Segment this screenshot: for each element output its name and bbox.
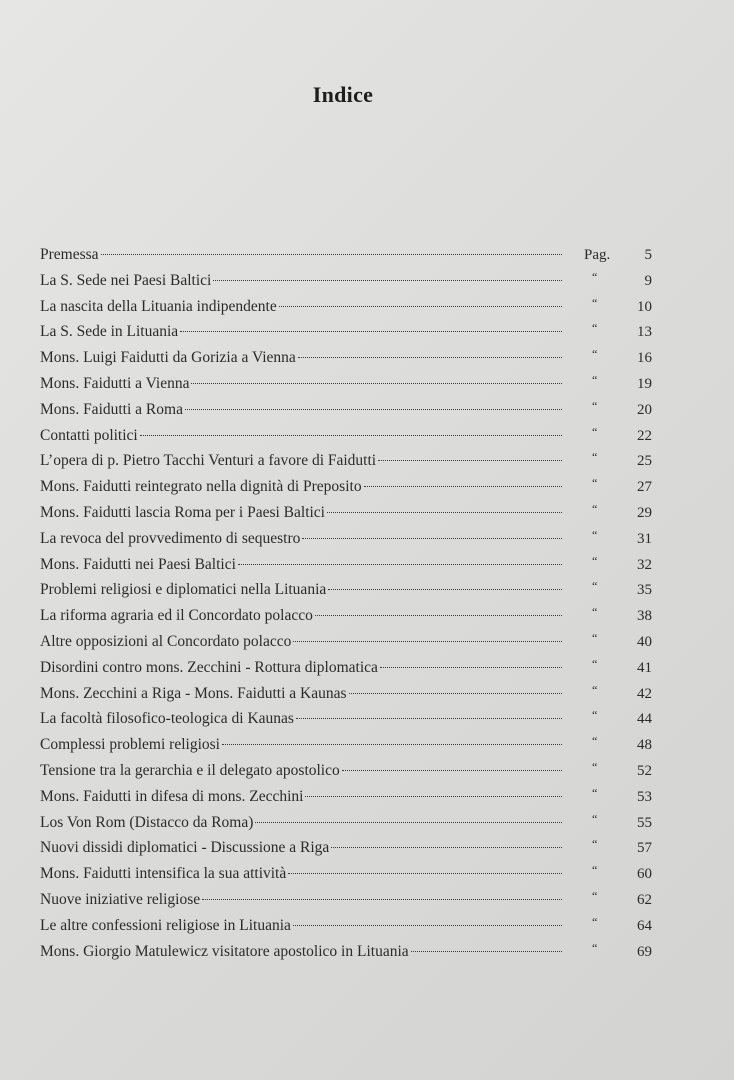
dot-leader	[315, 615, 562, 616]
toc-row	[40, 345, 652, 371]
dot-leader	[293, 925, 562, 926]
ditto-mark: “	[592, 295, 598, 310]
ditto-mark: “	[592, 527, 598, 542]
toc-page-number: 40	[637, 633, 652, 650]
dot-leader	[298, 357, 562, 358]
ditto-mark: “	[592, 656, 598, 671]
toc-entry-title: L’opera di p. Pietro Tacchi Venturi a favore di Faidutti	[40, 452, 377, 470]
toc-row	[40, 629, 652, 655]
toc-page-number: 16	[637, 350, 652, 367]
toc-entry-title: Mons. Faidutti reintegrato nella dignità di Preposito	[40, 478, 362, 496]
toc-entry-title: Mons. Faidutti lascia Roma per i Paesi Baltici	[40, 503, 325, 521]
toc-page-number: 19	[637, 375, 652, 392]
toc-page-number: 32	[637, 556, 652, 573]
toc-page-number: 35	[637, 582, 652, 599]
toc-entry-title: La S. Sede in Lituania	[40, 323, 179, 341]
toc-entry-title: Mons. Zecchini a Riga - Mons. Faidutti a Kaunas	[40, 684, 347, 702]
ditto-mark: “	[592, 863, 598, 878]
ditto-mark: “	[592, 630, 598, 645]
toc-entry-title: Premessa	[40, 246, 99, 263]
toc-row	[40, 603, 652, 629]
ditto-mark: “	[592, 734, 598, 749]
dot-leader	[331, 847, 562, 848]
ditto-mark: “	[592, 579, 598, 594]
toc-entry-title: Altre opposizioni al Concordato polacco	[40, 632, 292, 650]
toc-entry-title: La revoca del provvedimento di sequestro	[40, 529, 301, 547]
toc-page-number: 38	[637, 608, 652, 625]
toc-page-number: 27	[637, 479, 652, 496]
toc-entry-title: La S. Sede nei Paesi Baltici	[40, 271, 212, 289]
ditto-mark: “	[592, 605, 598, 620]
toc-row	[40, 268, 652, 294]
toc-page-number: 10	[637, 298, 652, 315]
toc-page-number: 9	[644, 272, 652, 289]
toc-entry-title: Nuovi dissidi diplomatici - Discussione a Riga	[40, 839, 330, 857]
toc-page-number: 69	[637, 943, 652, 960]
table-of-contents	[40, 242, 652, 964]
dot-leader	[279, 306, 562, 307]
toc-row	[40, 681, 652, 707]
toc-row	[40, 861, 652, 887]
toc-row	[40, 552, 652, 578]
ditto-mark: “	[592, 424, 598, 439]
dot-leader	[349, 693, 562, 694]
toc-page-number: 20	[637, 401, 652, 418]
toc-row	[40, 655, 652, 681]
toc-page-number: 42	[637, 685, 652, 702]
toc-entry-title: Disordini contro mons. Zecchini - Rottura diplomatica	[40, 658, 378, 676]
toc-page-number: 64	[637, 917, 652, 934]
toc-page-number: 52	[637, 762, 652, 779]
ditto-mark: “	[592, 269, 598, 284]
toc-entry-title: Mons. Giorgio Matulewicz visitatore apostolico in Lituania	[40, 942, 409, 960]
toc-entry-title: La facoltà filosofico-teologica di Kaunas	[40, 710, 294, 728]
dot-leader	[305, 796, 562, 797]
toc-page-number: 25	[637, 453, 652, 470]
ditto-mark: “	[592, 888, 598, 903]
toc-row	[40, 448, 652, 474]
dot-leader	[238, 564, 562, 565]
toc-row	[40, 319, 652, 345]
toc-row	[40, 732, 652, 758]
toc-row	[40, 835, 652, 861]
toc-entry-title: Tensione tra la gerarchia e il delegato apostolico	[40, 761, 340, 779]
toc-page-number: 22	[637, 427, 652, 444]
dot-leader	[328, 589, 562, 590]
toc-row	[40, 371, 652, 397]
toc-entry-title: Mons. Faidutti a Roma	[40, 400, 183, 418]
ditto-mark: “	[592, 501, 598, 516]
ditto-mark: “	[592, 837, 598, 852]
toc-page-number: 57	[637, 840, 652, 857]
toc-entry-title: Mons. Faidutti in difesa di mons. Zecchini	[40, 787, 304, 805]
toc-row	[40, 500, 652, 526]
toc-entry-title: Le altre confessioni religiose in Lituania	[40, 916, 291, 934]
toc-entry-title: La riforma agraria ed il Concordato polacco	[40, 607, 313, 625]
dot-leader	[180, 331, 562, 332]
dot-leader	[140, 435, 562, 436]
dot-leader	[202, 899, 562, 900]
toc-page-number: 29	[637, 504, 652, 521]
ditto-mark: “	[592, 708, 598, 723]
dot-leader	[342, 770, 562, 771]
toc-entry-title: Nuove iniziative religiose	[40, 890, 201, 908]
toc-row	[40, 397, 652, 423]
dot-leader	[288, 873, 562, 874]
toc-row	[40, 913, 652, 939]
toc-entry-title: Problemi religiosi e diplomatici nella Lituania	[40, 581, 327, 599]
toc-page-number: 48	[637, 737, 652, 754]
toc-page-number: 31	[637, 530, 652, 547]
ditto-mark: “	[592, 321, 598, 336]
dot-leader	[411, 951, 562, 952]
toc-page-number: 5	[644, 247, 652, 263]
dot-leader	[255, 822, 562, 823]
ditto-mark: “	[592, 476, 598, 491]
toc-entry-title: Mons. Luigi Faidutti da Gorizia a Vienna	[40, 349, 296, 367]
toc-row	[40, 294, 652, 320]
toc-row	[40, 758, 652, 784]
dot-leader	[293, 641, 562, 642]
toc-entry-title: Complessi problemi religiosi	[40, 736, 220, 754]
dot-leader	[185, 409, 562, 410]
ditto-mark: “	[592, 372, 598, 387]
ditto-mark: “	[592, 450, 598, 465]
toc-page-number: 62	[637, 891, 652, 908]
page-title: Indice	[312, 82, 374, 107]
ditto-mark: “	[592, 398, 598, 413]
toc-entry-title: Mons. Faidutti a Vienna	[40, 374, 190, 392]
dot-leader	[327, 512, 562, 513]
ditto-mark: “	[592, 811, 598, 826]
page-prefix: Pag.	[584, 247, 611, 263]
toc-entry-title: Mons. Faidutti intensifica la sua attività	[40, 865, 287, 883]
toc-page-number: 55	[637, 814, 652, 831]
ditto-mark: “	[592, 940, 598, 955]
toc-row	[40, 474, 652, 500]
toc-entry-title: Los Von Rom (Distacco da Roma)	[40, 813, 254, 831]
dot-leader	[296, 718, 562, 719]
toc-row	[40, 242, 652, 268]
toc-row	[40, 526, 652, 552]
dot-leader	[222, 744, 562, 745]
ditto-mark: “	[592, 347, 598, 362]
dot-leader	[302, 538, 562, 539]
toc-row	[40, 423, 652, 449]
ditto-mark: “	[592, 914, 598, 929]
toc-page-number: 53	[637, 788, 652, 805]
toc-page-number: 60	[637, 866, 652, 883]
toc-entry-title: Contatti politici	[40, 426, 138, 444]
toc-row	[40, 810, 652, 836]
dot-leader	[191, 383, 562, 384]
toc-row	[40, 887, 652, 913]
ditto-mark: “	[592, 682, 598, 697]
dot-leader	[101, 254, 562, 255]
toc-row	[40, 784, 652, 810]
toc-entry-title: Mons. Faidutti nei Paesi Baltici	[40, 555, 236, 573]
toc-row	[40, 706, 652, 732]
dot-leader	[213, 280, 562, 281]
dot-leader	[378, 460, 562, 461]
toc-page-number: 44	[637, 711, 652, 728]
toc-page-number: 41	[637, 659, 652, 676]
ditto-mark: “	[592, 785, 598, 800]
ditto-mark: “	[592, 759, 598, 774]
toc-entry-title: La nascita della Lituania indipendente	[40, 297, 277, 315]
toc-page-number: 13	[637, 324, 652, 341]
dot-leader	[364, 486, 562, 487]
dot-leader	[380, 667, 562, 668]
toc-row	[40, 577, 652, 603]
toc-row	[40, 939, 652, 965]
ditto-mark: “	[592, 553, 598, 568]
